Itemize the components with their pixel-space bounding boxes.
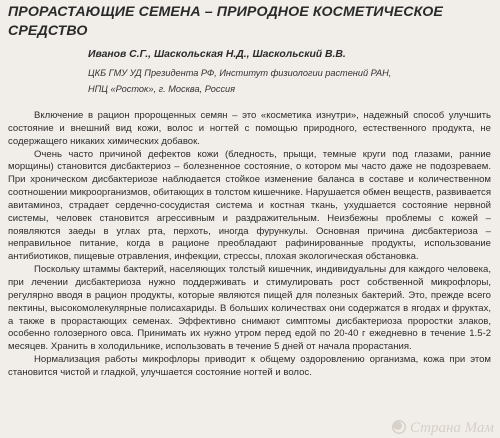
- affiliation-line-2: НПЦ «Росток», г. Москва, Россия: [88, 84, 236, 94]
- watermark-text: Страна Мам: [409, 420, 494, 436]
- watermark-logo-icon: [392, 420, 406, 434]
- site-watermark: [392, 420, 494, 437]
- body-paragraph-4: Нормализация работы микрофлоры приводит к общему оздоровлению организма, кожа при этом становится чистой и гладкой, улучшается состояние ногтей и волос.: [8, 354, 491, 378]
- article-body: [8, 110, 491, 380]
- body-paragraph-3: Поскольку штаммы бактерий, населяющих толстый кишечник, индивидуальны для каждого человека, при лечении дисбактериоза нужно поддерживать и стимулировать рост собственной микрофлоры, регулярно вводя в рацион продукты, которые являются пищей для полезных бактерий. Это, прежде всего пектины, высокомолекулярные полисахариды. В больших количествах они содержатся в ягодах и фруктах, а также в прорастающих семенах. Эффективно снимают симптомы дисбактериоза проростки злаков, особенно голозерного овса. Принимать их нужно утром перед едой по 20-40 г ежедневно в течение 1.5-2 месяцев. Хранить в холодильнике, использовать в течение 5 дней от начала прорастания.: [8, 264, 491, 353]
- body-paragraph-2: Очень часто причиной дефектов кожи (бледность, прыщи, темные круги под глазами, ранние морщины) становится дисбактериоз – болезненное состояние, о котором мы часто даже не подозреваем. При хроническом дисбактериозе наблюдается стойкое изменение баланса в составе и количественном соотношении микроорганизмов, обитающих в толстом кишечнике. Нарушается обмен веществ, развивается авитаминоз, страдает сердечно-сосудистая система и костная ткань, ухудшается состояние нервной системы, человек становится агрессивным и раздражительным. Неизбежны проблемы с кожей – появляются заеды в углах рта, перхоть, иногда фурункулы. Основная причина дисбактериоза – неправильное питание, когда в рационе преобладают рафинированные продукты, использование антибиотиков, пищевые отравления, инфекции, стрессы, плохая экологическая обстановка.: [8, 148, 491, 263]
- body-paragraph-1: Включение в рацион пророщенных семян – это «косметика изнутри», надежный способ улучшить состояние и внешний вид кожи, волос и ногтей с помощью природного, естественного продукта, не содержащего никаких химических добавок.: [8, 110, 491, 147]
- article-title: ПРОРАСТАЮЩИЕ СЕМЕНА – ПРИРОДНОЕ КОСМЕТИЧЕСКОЕ СРЕДСТВО: [8, 4, 443, 39]
- article-authors: Иванов С.Г., Шаскольская Н.Д., Шаскольский В.В.: [88, 49, 346, 60]
- article-affiliation: [88, 65, 488, 97]
- affiliation-line-1: ЦКБ ГМУ УД Президента РФ, Институт физиологии растений РАН,: [88, 68, 392, 78]
